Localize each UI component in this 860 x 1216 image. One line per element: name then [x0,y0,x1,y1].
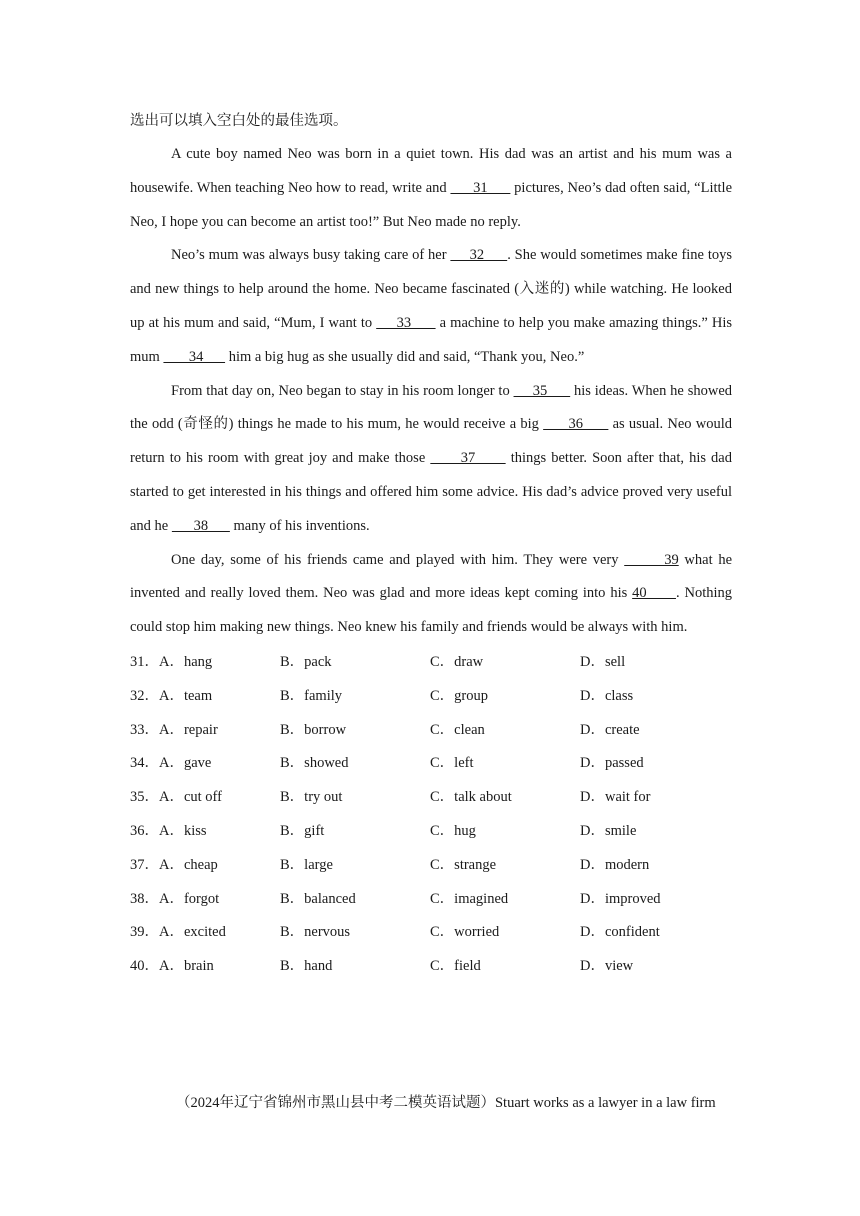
text-run: what he invented and really loved them. Neo was glad and more ideas kept coming into his [130,551,732,602]
option-c: C．field [430,958,481,975]
question-number: 36． [130,822,159,839]
option-a: A．gave [159,755,212,772]
option-d: D．smile [580,822,637,839]
blank-34: 34 [163,348,226,365]
option-c: C．worried [430,924,500,941]
text-run: as usual. Neo would return to his room with great joy and make those [130,416,733,467]
option-a: A．cheap [159,856,218,873]
option-a: A．cut off [159,789,222,806]
option-d: D．class [580,687,634,704]
question-number: 32． [130,687,159,704]
question-number: 40． [130,958,159,975]
option-b: B．try out [280,789,343,806]
text-run: his ideas. When he showed the odd (奇怪的) things he made to his mum, he would receive a big [130,382,733,433]
blank-40: 40 [632,585,676,602]
text-run: Neo’s mum was always busy taking care of her [171,247,451,264]
option-b: B．showed [280,755,349,772]
next-passage-heading: （2024年辽宁省锦州市黑山县中考二模英语试题）Stuart works as a lawyer in a law firm [176,1095,716,1111]
blank-38: 38 [171,517,230,534]
option-c: C．left [430,755,474,772]
option-row-34 [130,747,732,781]
passage [130,138,732,645]
option-a: A．repair [159,721,218,738]
option-row-33 [130,714,732,748]
option-d: D．wait for [580,789,651,806]
option-row-35 [130,781,732,815]
option-a: A．brain [159,958,214,975]
paragraph-1 [130,138,732,239]
option-d: D．create [580,721,640,738]
option-d: D．view [580,958,634,975]
paragraph-2 [130,239,732,374]
text-run: things better. Soon after that, his dad started to get interested in his things and offered him some advice. His dad’s advice proved very useful and he [130,450,732,534]
option-a: A．team [159,687,213,704]
question-number: 38． [130,890,159,907]
text-run: . Nothing could stop him making new things. Neo knew his family and friends would be always with him. [130,585,733,636]
blank-33: 33 [376,314,436,331]
question-number: 35． [130,789,159,806]
question-number: 31． [130,653,159,670]
text-run: One day, some of his friends came and played with him. They were very [171,551,625,568]
question-number: 39． [130,924,159,941]
instruction: 选出可以填入空白处的最佳选项。 [130,113,348,129]
blank-36: 36 [543,416,609,433]
option-d: D．improved [580,890,661,907]
option-c: C．clean [430,721,485,738]
option-row-32 [130,680,732,714]
text-run: . She would sometimes make fine toys and new things to help around the home. Neo became fascinated (入迷的) while watching. He looked up at his mum and said, “Mum, I want to [130,247,733,331]
option-b: B．family [280,687,343,704]
question-number: 33． [130,721,159,738]
option-a: A．kiss [159,822,207,839]
option-d: D．modern [580,856,650,873]
option-d: D．confident [580,924,660,941]
option-c: C．strange [430,856,497,873]
option-row-37 [130,849,732,883]
option-b: B．balanced [280,890,356,907]
paragraph-3 [130,375,732,544]
blank-31: 31 [450,179,511,196]
blank-35: 35 [513,382,571,399]
option-b: B．pack [280,653,332,670]
option-d: D．passed [580,755,644,772]
option-row-39 [130,916,732,950]
text-run: From that day on, Neo began to stay in his room longer to [171,382,514,399]
question-number: 37． [130,856,159,873]
text-run: pictures, Neo’s dad often said, “Little Neo, I hope you can become an artist too!” But Neo made no reply. [130,179,733,230]
document-page [130,104,732,984]
option-row-31 [130,646,732,680]
option-a: A．forgot [159,890,220,907]
paragraph-4 [130,544,732,645]
option-b: B．hand [280,958,333,975]
option-b: B．gift [280,822,325,839]
option-c: C．talk about [430,789,512,806]
option-c: C．hug [430,822,476,839]
option-b: B．nervous [280,924,351,941]
text-run: a machine to help you make amazing things.” His mum [130,314,733,365]
option-b: B．borrow [280,721,347,738]
option-c: C．group [430,687,488,704]
option-a: A．excited [159,924,226,941]
question-number: 34． [130,755,159,772]
option-c: C．draw [430,653,484,670]
blank-39: 39 [624,551,679,568]
option-d: D．sell [580,653,626,670]
option-row-40 [130,950,732,984]
text-run: him a big hug as she usually did and said, “Thank you, Neo.” [225,348,585,365]
option-row-38 [130,883,732,917]
option-b: B．large [280,856,333,873]
text-run: A cute boy named Neo was born in a quiet town. His dad was an artist and his mum was a housewife. When teaching Neo how to read, write and [130,146,732,196]
blank-32: 32 [450,247,508,264]
option-row-36 [130,815,732,849]
blank-37: 37 [430,450,506,467]
text-run: many of his inventions. [229,517,370,534]
option-a: A．hang [159,653,213,670]
answer-options [130,646,732,984]
option-c: C．imagined [430,890,509,907]
